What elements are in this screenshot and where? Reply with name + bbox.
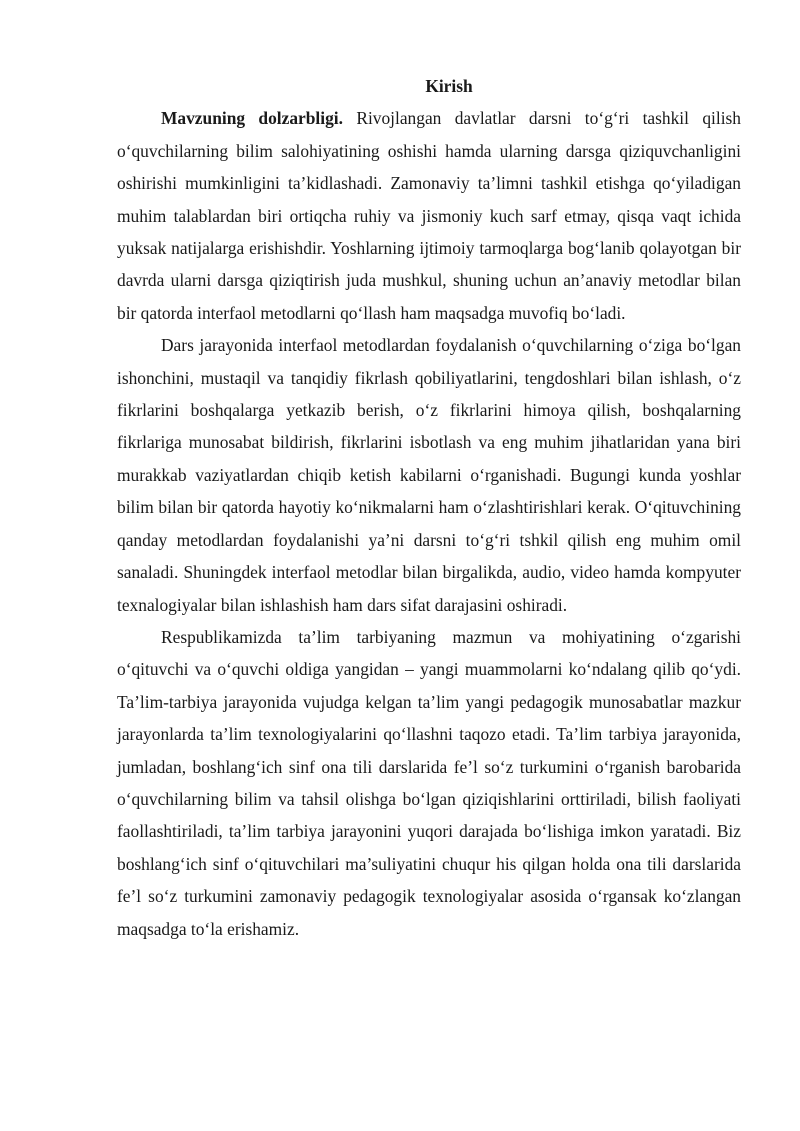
paragraph-text: Respublikamizda ta’lim tarbiyaning mazmun va mohiyatining o‘zgarishi o‘qituvchi va o‘quvchi oldiga yangidan – yangi muammolarni ko‘ndalang qilib qo‘ydi. Ta’lim-tarbiya jarayonida vujudga kelgan ta’lim yangi pedagogik munosabatlar mazkur jarayonlarda ta’lim texnologiyalarini qo‘llashni taqozo etadi. Ta’lim tarbiya jarayonida, jumladan, boshlang‘ich sinf ona tili darslarida fe’l so‘z turkumini o‘rganish barobarida o‘quvchilarning bilim va tahsil olishga bo‘lgan qiziqishlarini orttiriladi, bilish faoliyati faollashtiriladi, ta’lim tarbiya jarayonini yuqori darajada bo‘lishiga imkon yaratadi. Biz boshlang‘ich sinf o‘qituvchilari ma’suliyatini chuqur his qilgan holda ona tili darslarida fe’l so‘z turkumini zamonaviy pedagogik texnologiyalar asosida o‘rgansak ko‘zlangan maqsadga to‘la erishamiz. (117, 626, 741, 939)
paragraph-text: Dars jarayonida interfaol metodlardan foydalanish o‘quvchilarning o‘ziga bo‘lgan ishonchini, mustaqil va tanqidiy fikrlash qobiliyatlarini, tengdoshlari bilan ishlash, o‘z fikrlarini boshqalarga yetkazib berish, o‘z fikrlarini himoya qilish, boshqalarning fikrlariga munosabat bildirish, fikrlarini isbotlash va eng muhim jihatlaridan yana biri murakkab vaziyatlardan chiqib ketish kabilarni o‘rganishadi. Bugungi kunda yoshlar bilim bilan bir qatorda hayotiy ko‘nikmalarni ham o‘zlashtirishlari kerak. O‘qituvchining qanday metodlardan foydalanishi ya’ni darsni to‘g‘ri tshkil qilish eng muhim omil sanaladi. Shuningdek interfaol metodlar bilan birgalikda, audio, video hamda kompyuter texnalogiyalar bilan ishlashish ham dars sifat darajasini oshiradi. (117, 335, 741, 615)
paragraph-republic-education (117, 621, 741, 945)
paragraph-interactive-methods (117, 329, 741, 621)
paragraph-relevance (117, 102, 741, 329)
section-heading: Kirish (425, 76, 473, 96)
document-body (117, 70, 741, 945)
paragraph-lead: Mavzuning dolzarbligi. (161, 108, 343, 129)
paragraph-text: Rivojlangan davlatlar darsni to‘g‘ri tashkil qilish o‘quvchilarning bilim salohiyatining oshishi hamda ularning darsga qiziquvchanligini oshirishi mumkinligini ta’kidlashadi. Zamonaviy ta’limni tashkil etishga qo‘yiladigan muhim talablardan biri ortiqcha ruhiy va jismoniy kuch sarf etmay, qisqa vaqt ichida yuksak natijalarga erishishdir. Yoshlarning ijtimoiy tarmoqlarga bog‘lanib qolayotgan bir davrda ularni darsga qiziqtirish juda mushkul, shuning uchun an’anaviy metodlar bilan bir qatorda interfaol metodlarni qo‘llash ham maqsadga muvofiq bo‘ladi. (117, 108, 741, 323)
